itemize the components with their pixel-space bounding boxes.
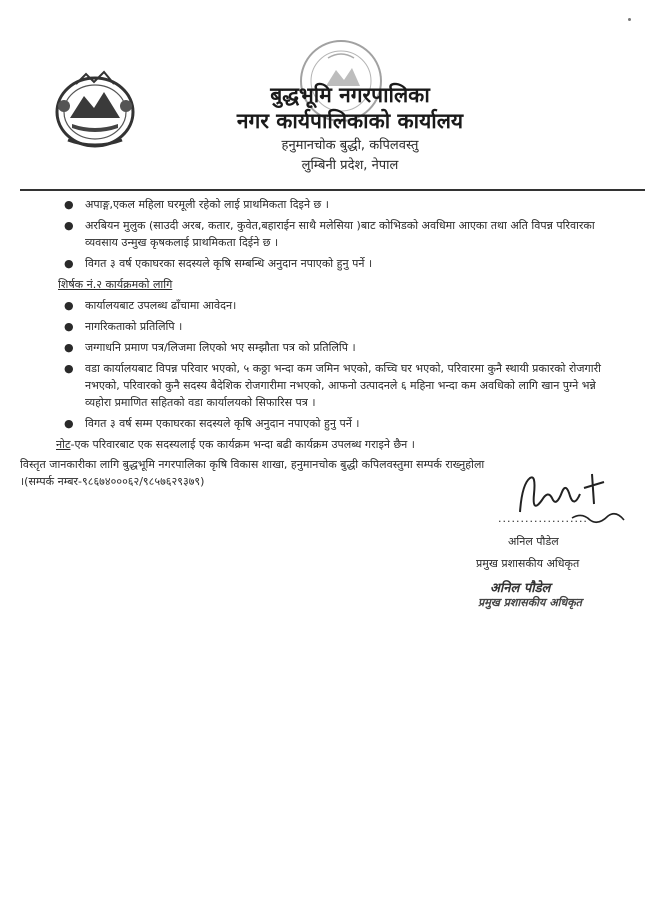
list-item-text: विगत ३ वर्ष सम्म एकाघरका सदस्यले कृषि अनुदान नपाएको हुनु पर्ने । bbox=[85, 417, 360, 430]
note-text: -एक परिवारबाट एक सदस्यलाई एक कार्यक्रम भन्दा बढी कार्यक्रम उपलब्ध गराइने छैन । bbox=[70, 438, 415, 451]
list-item bbox=[20, 339, 625, 356]
list-item bbox=[20, 255, 625, 272]
list-item-text: वडा कार्यालयबाट विपन्न परिवार भएको, ५ कठ्ठा भन्दा कम जमिन भएको, कच्चि घर भएको, परिवारमा कुनै स्थायी प्रकारको रोजगारी नभएको, परिवारको कुनै सदस्य बैदेशिक रोजगारीमा नभएको, आफनो उत्पादनले ६ महिना भन्दा कम अवधिको लागि खान पुग्ने भन्ने व्यहोरा प्रमाणित सहितको वडा कार्यालयको सिफारिस पत्र । bbox=[85, 362, 601, 409]
section-heading: शिर्षक नं.२ कार्यक्रमको लागि bbox=[58, 278, 173, 291]
bullet-icon: ● bbox=[64, 320, 74, 333]
list-item bbox=[20, 318, 625, 335]
signer-name: अनिल पौडेल bbox=[508, 535, 559, 548]
letterhead bbox=[200, 82, 500, 176]
bullet-icon: ● bbox=[64, 257, 74, 270]
bullet-icon: ● bbox=[64, 341, 74, 354]
bullet-icon: ● bbox=[64, 198, 74, 211]
bullet-icon: ● bbox=[64, 219, 74, 232]
criteria-list-1 bbox=[20, 196, 625, 272]
office-name: नगर कार्यपालिकाको कार्यालय bbox=[236, 109, 464, 133]
list-item bbox=[20, 297, 625, 314]
note-label: नोट bbox=[56, 438, 71, 451]
scan-speck bbox=[628, 18, 631, 21]
list-item-text: अपाङ्ग,एकल महिला घरमूली रहेको लाई प्राथमिकता दिइने छ । bbox=[85, 198, 329, 211]
address-line-2: लुम्बिनी प्रदेश, नेपाल bbox=[301, 158, 399, 173]
header-divider bbox=[20, 189, 645, 191]
document-body bbox=[20, 196, 625, 490]
bullet-icon: ● bbox=[64, 362, 74, 375]
stamp-title: प्रमुख प्रशासकीय अधिकृत bbox=[478, 596, 582, 609]
contact-line-2: ।(सम्पर्क नम्बर-९८६७४०००६२/९८५७६२९३७९) bbox=[20, 475, 205, 488]
bullet-icon: ● bbox=[64, 299, 74, 312]
list-item bbox=[20, 360, 625, 411]
stamp-name: अनिल पौडेल bbox=[490, 581, 551, 596]
signer-title: प्रमुख प्रशासकीय अधिकृत bbox=[476, 557, 580, 570]
contact-line-1: विस्तृत जानकारीका लागि बुद्धभूमि नगरपालिका कृषि विकास शाखा, हनुमानचोक बुद्धी कपिलवस्तुमा सम्पर्क राख्नुहोला bbox=[20, 458, 485, 471]
list-item-text: कार्यालयबाट उपलब्ध ढाँचामा आवेदन। bbox=[85, 299, 237, 312]
list-item bbox=[20, 196, 625, 213]
nepal-emblem-icon bbox=[50, 66, 140, 152]
list-item-text: जग्गाधनि प्रमाण पत्र/लिजमा लिएको भए सम्झौता पत्र को प्रतिलिपि । bbox=[85, 341, 356, 354]
org-name: बुद्धभूमि नगरपालिका bbox=[270, 83, 430, 107]
signature-line: .................... bbox=[498, 512, 588, 525]
list-item-text: नागरिकताको प्रतिलिपि । bbox=[85, 320, 183, 333]
note bbox=[20, 436, 625, 453]
address-line-1: हनुमानचोक बुद्धी, कपिलवस्तु bbox=[281, 138, 419, 153]
list-item bbox=[20, 415, 625, 432]
list-item-text: अरबियन मुलुक (साउदी अरब, कतार, कुवेत,बहाराईन साथै मलेसिया )बाट कोभिडको अवधिमा आएका तथा अति विपन्न परिवारका व्यवसाय उन्मुख कृषकलाई प्राथमिकता दिईने छ । bbox=[85, 219, 595, 249]
list-item-text: विगत ३ वर्ष एकाघरका सदस्यले कृषि सम्बन्धि अनुदान नपाएको हुनु पर्ने । bbox=[85, 257, 373, 270]
list-item bbox=[20, 217, 625, 251]
criteria-list-2 bbox=[20, 297, 625, 432]
bullet-icon: ● bbox=[64, 417, 74, 430]
